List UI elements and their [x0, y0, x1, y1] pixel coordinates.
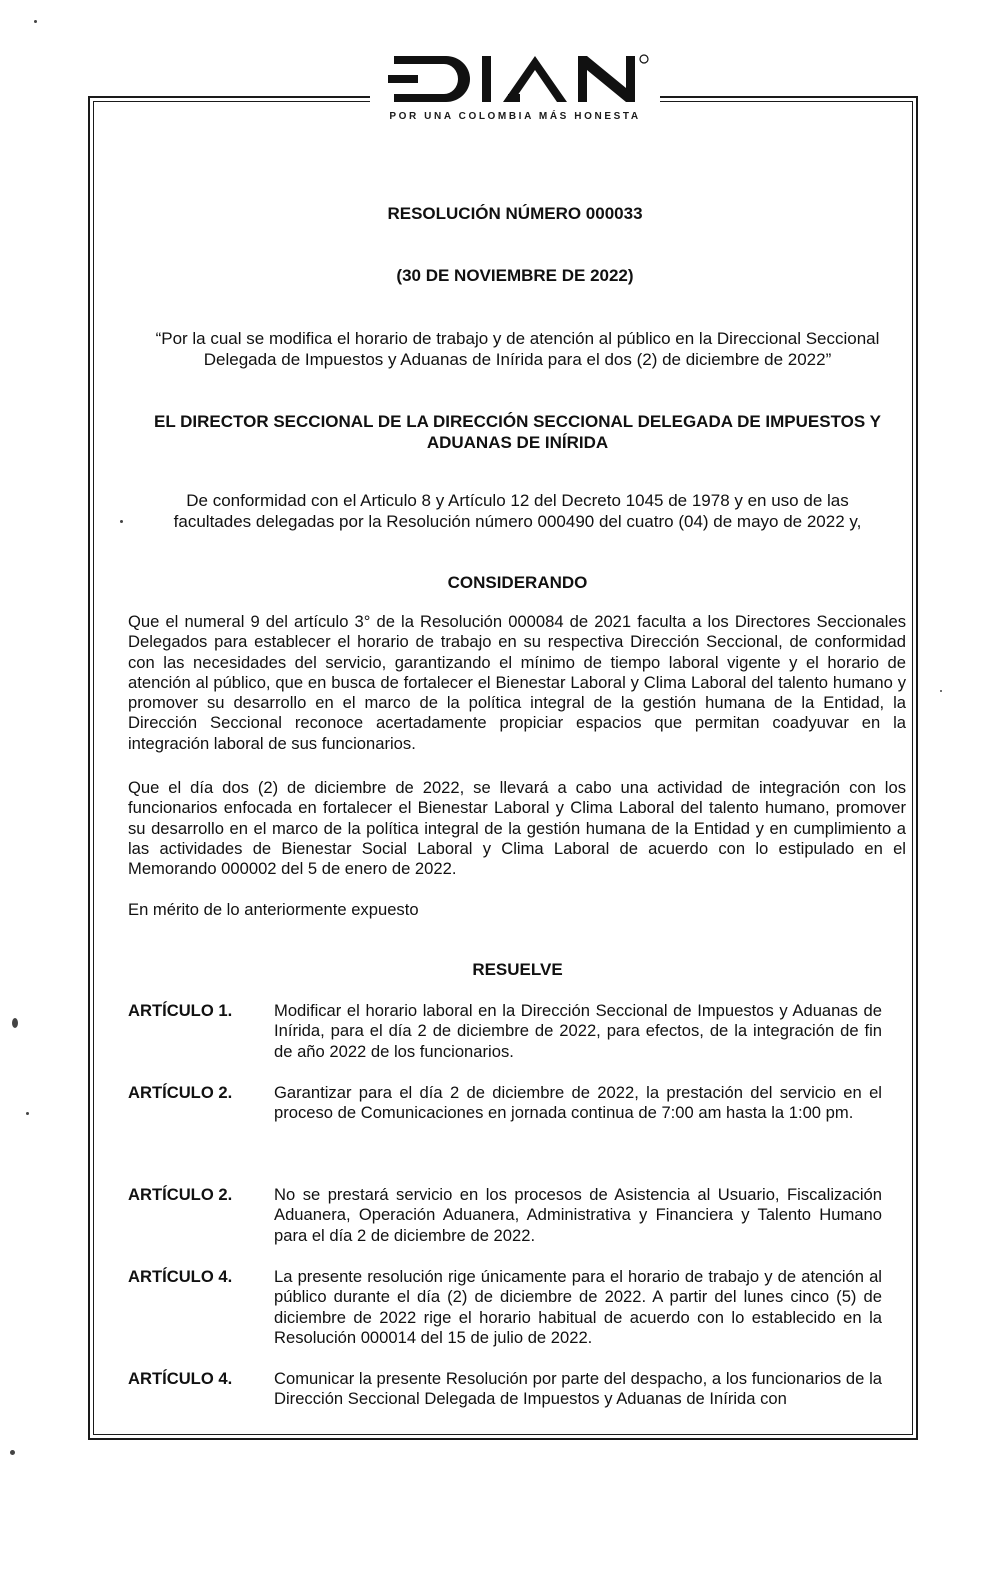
scan-speck [34, 20, 37, 23]
article-text: Comunicar la presente Resolución por parte del despacho, a los funcionarios de la Dirección Seccional Delegada de Impuestos y Aduanas de Inírida con [274, 1369, 882, 1409]
subject-line-2: Delegada de Impuestos y Aduanas de Inírida para el dos (2) de diciembre de 2022” [203, 350, 832, 369]
article-label: ARTÍCULO 4. [128, 1267, 233, 1286]
resolution-date: (30 DE NOVIEMBRE DE 2022) [396, 266, 634, 285]
considerando-paragraph-1: Que el numeral 9 del artículo 3° de la Resolución 000084 de 2021 faculta a los Directores Seccionales Delegados para establecer el horario de trabajo en su respectiva Dirección Seccional, de conformidad con las necesidades del servicio, garantizando el mínimo de tiempo laboral vigente y el horario de atención al público, que en busca de fortalecer el Bienestar Laboral y Clima Laboral del talento humano y promover su desarrollo en el marco de la política integral de la gestión humana de la Entidad, la Dirección Seccional reconoce acertadamente propiciar espacios que permitan coadyuvar en la integración laboral de sus funcionarios. [128, 612, 906, 753]
article-label: ARTÍCULO 4. [128, 1369, 233, 1388]
article-text: No se prestará servicio en los procesos de Asistencia al Usuario, Fiscalización Aduanera, Operación Aduanera, Administrativa y Financiera y Talento Humano para el día 2 de diciembre de 2022. [274, 1185, 882, 1245]
scan-speck [120, 520, 123, 523]
scan-speck [940, 690, 942, 692]
issuer-line-1: EL DIRECTOR SECCIONAL DE LA DIRECCIÓN SECCIONAL DELEGADA DE IMPUESTOS Y [154, 412, 881, 431]
article-text: Modificar el horario laboral en la Dirección Seccional de Impuestos y Aduanas de Inírida, para el día 2 de diciembre de 2022, para efectos, de la integración de fin de año 2022 de los funcionarios. [274, 1001, 882, 1061]
issuer-line-2: ADUANAS DE INÍRIDA [426, 433, 609, 452]
subject-line-1: “Por la cual se modifica el horario de trabajo y de atención al público en la Direccional Seccional [155, 329, 880, 348]
resolution-subject [120, 328, 915, 370]
conformity-line-2: facultades delegadas por la Resolución número 000490 del cuatro (04) de mayo de 2022 y, [173, 512, 862, 531]
scan-speck [26, 1112, 29, 1115]
conformity-line-1: De conformidad con el Articulo 8 y Artículo 12 del Decreto 1045 de 1978 y en uso de las [186, 491, 849, 510]
dian-logo [370, 52, 660, 132]
conformity-statement [120, 490, 915, 532]
article-text: Garantizar para el día 2 de diciembre de 2022, la prestación del servicio en el proceso de Comunicaciones en jornada continua de 7:00 am hasta la 1:00 pm. [274, 1083, 882, 1123]
scan-speck [10, 1450, 15, 1455]
resuelve-heading: RESUELVE [472, 960, 563, 979]
scan-speck [12, 1018, 18, 1028]
resolution-number: RESOLUCIÓN NÚMERO 000033 [387, 204, 643, 223]
article-label: ARTÍCULO 1. [128, 1001, 233, 1020]
article-label: ARTÍCULO 2. [128, 1185, 233, 1204]
considerando-heading: CONSIDERANDO [447, 573, 588, 592]
article-label: ARTÍCULO 2. [128, 1083, 233, 1102]
considerando-paragraph-2: Que el día dos (2) de diciembre de 2022, se llevará a cabo una actividad de integración con los funcionarios enfocada en fortalecer el Bienestar Laboral y Clima Laboral del talento humano, promover su desarrollo en el marco de la política integral de la gestión humana de la Entidad y en cumplimiento a las actividades de Bienestar Social Laboral y Clima Laboral de acuerdo con lo estipulado en el Memorando 000002 del 5 de enero de 2022. [128, 778, 906, 879]
dian-logo-mark [388, 54, 650, 104]
article-text: La presente resolución rige únicamente para el horario de trabajo y de atención al público durante el día (2) de diciembre de 2022. A partir del lunes cinco (5) de diciembre de 2022 rige el horario habitual de acuerdo con lo establecido en la Resolución 000014 del 15 de julio de 2022. [274, 1267, 882, 1347]
logo-tagline: POR UNA COLOMBIA MÁS HONESTA [389, 111, 641, 122]
merito-statement: En mérito de lo anteriormente expuesto [128, 900, 419, 919]
issuer-heading [120, 411, 915, 453]
